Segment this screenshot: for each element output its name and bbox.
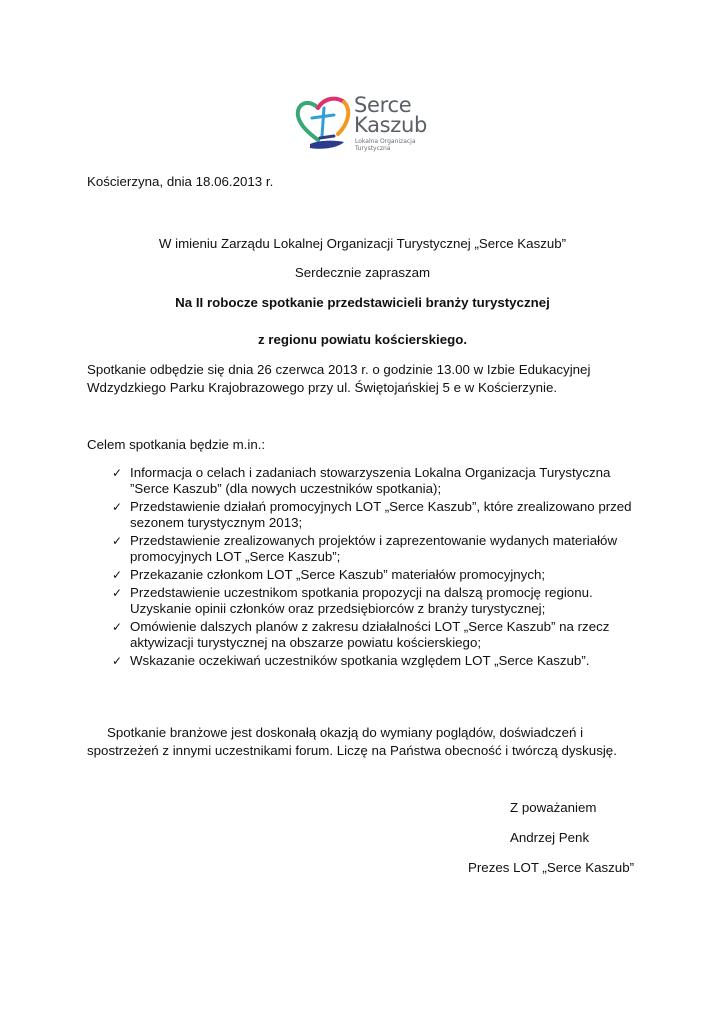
goal-item [112,465,632,497]
goal-item-text: Wskazanie oczekiwań uczestników spotkania względem LOT „Serce Kaszub”. [130,653,590,669]
closing-line-1: Spotkanie branżowe jest doskonałą okazją do wymiany poglądów, doświadczeń i [107,725,584,740]
checkmark-icon: ✓ [112,620,123,635]
intro-line: W imieniu Zarządu Lokalnej Organizacji Turystycznej „Serce Kaszub” [158,236,567,251]
goal-item [112,653,632,669]
goal-item-text: Informacja o celach i zadaniach stowarzyszenia Lokalna Organizacja Turystyczna [130,465,611,480]
goal-item-text: ”Serce Kaszub” (dla nowych uczestników spotkania); [130,481,442,497]
goal-item [112,533,632,565]
details-line-1: Spotkanie odbędzie się dnia 26 czerwca 2013 r. o godzinie 13.00 w Izbie Edukacyjnej [87,362,591,377]
logo-subtitle-line1: Lokalna Organizacja [355,138,416,145]
checkmark-icon: ✓ [112,568,123,583]
logo-name-line2: Kaszub [354,113,428,137]
heading-line-2: z regionu powiatu kościerskiego. [257,332,468,347]
signer-title: Prezes LOT „Serce Kaszub” [468,860,635,875]
goal-item-text: Przekazanie członkom LOT „Serce Kaszub” materiałów promocyjnych; [130,567,546,583]
goal-item [112,619,632,651]
goal-item-text: Przedstawienie działań promocyjnych LOT „Serce Kaszub”, które zrealizowano przed [130,499,632,515]
checkmark-icon: ✓ [112,586,123,601]
goals-list [112,465,632,671]
invite-line: Serdecznie zapraszam [294,265,431,280]
goal-item [112,499,632,531]
serce-kaszub-logo [294,94,444,156]
goal-item-text: Uzyskanie opinii członków oraz przedsiębiorców z branży turystycznej; [130,601,546,617]
checkmark-icon: ✓ [112,654,123,669]
details-line-2: Wdzydzkiego Parku Krajobrazowego przy ul. Świętojańskiej 5 e w Kościerzynie. [87,380,558,395]
logo-name [354,95,427,135]
checkmark-icon: ✓ [112,466,123,480]
logo-subtitle-line2: Turystyczna [355,145,391,152]
regards: Z poważaniem [510,800,597,815]
goal-item-text: Przedstawienie uczestnikom spotkania propozycji na dalszą promocję regionu. [130,585,593,601]
closing-line-2: spostrzeżeń z innymi uczestnikami forum. Liczę na Państwa obecność i twórczą dyskusję. [87,743,617,758]
heart-cross-logo-icon [294,94,354,156]
goal-item [112,585,632,617]
logo-subtitle [355,138,416,152]
goal-item-text: Omówienie dalszych planów z zakresu działalności LOT „Serce Kaszub” na rzecz [130,619,610,635]
goal-item-text: promocyjnych LOT „Serce Kaszub”; [130,549,341,565]
heading-line-1: Na II robocze spotkanie przedstawicieli branży turystycznej [175,295,550,310]
goal-item-text: aktywizacji turystycznej na obszarze powiatu kościerskiego; [130,635,482,651]
logo-name-line1: Serce [354,93,412,117]
goals-intro: Celem spotkania będzie m.in.: [87,437,266,452]
goal-item [112,567,632,583]
place-date: Kościerzyna, dnia 18.06.2013 r. [87,174,274,189]
signer-name: Andrzej Penk [510,830,590,845]
checkmark-icon: ✓ [112,534,123,549]
goal-item-text: sezonem turystycznym 2013; [130,515,303,531]
goal-item-text: Przedstawienie zrealizowanych projektów i zaprezentowanie wydanych materiałów [130,533,618,549]
checkmark-icon: ✓ [112,500,123,515]
